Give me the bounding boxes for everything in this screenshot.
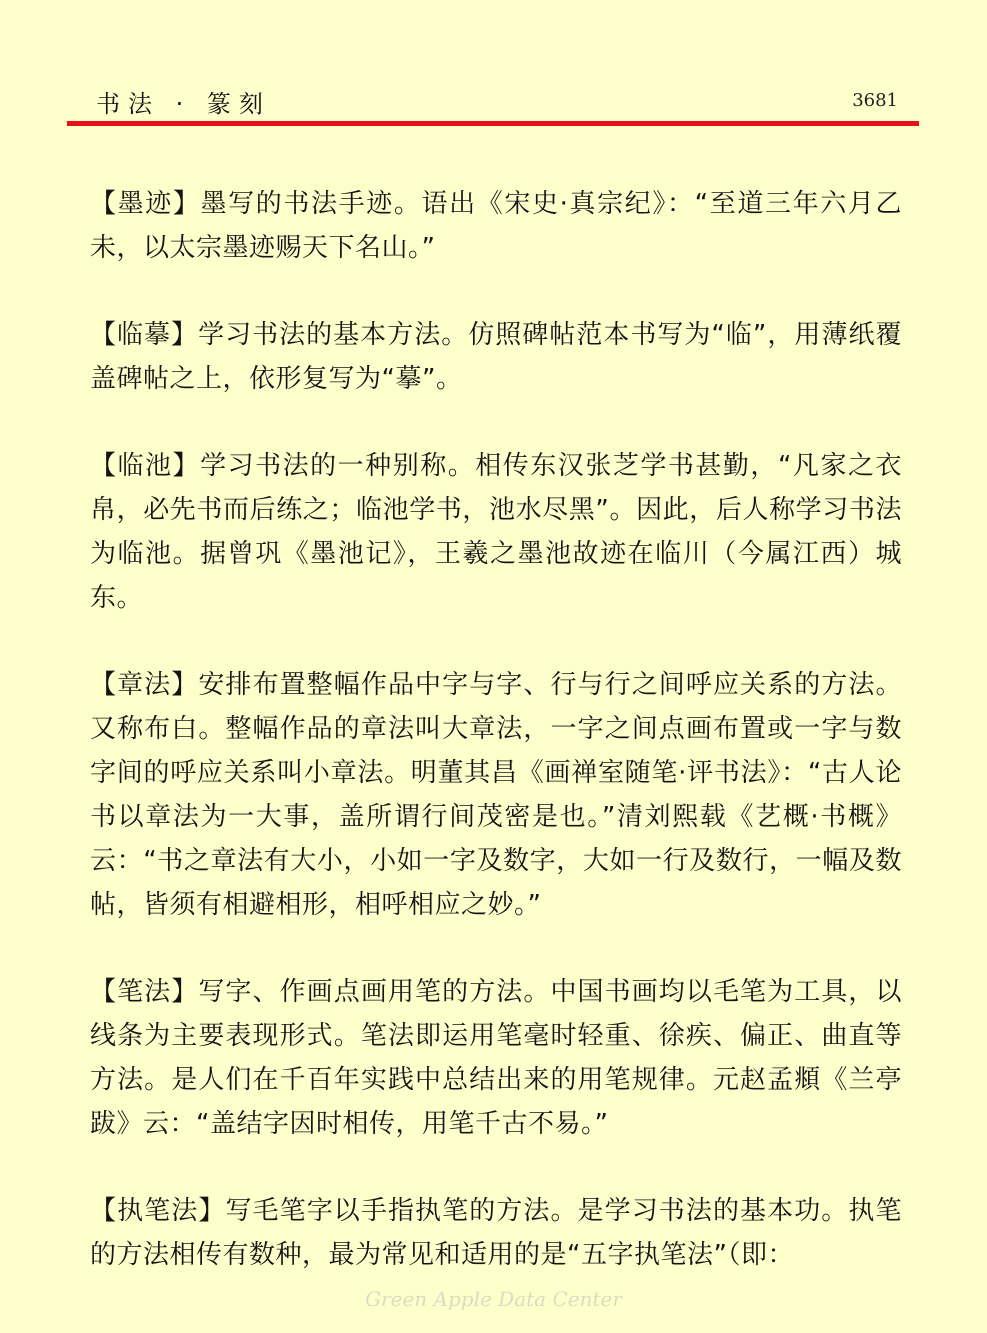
section-title: 书法 · 篆刻 — [96, 90, 271, 118]
entry-term: 【笔法】 — [90, 977, 199, 1007]
entry-zhibifa — [90, 1189, 902, 1277]
entry-moji — [90, 182, 902, 270]
entry-definition: 安排布置整幅作品中字与字、行与行之间呼应关系的方法。又称布白。整幅作品的章法叫大章法，一字之间点画布置或一字与数字间的呼应关系叫小章法。明董其昌《画禅室随笔·评书法》：“古人论书以章法为一大事，盖所谓行间茂密是也。”清刘熙载《艺概·书概》云：“书之章法有大小，小如一字及数字，大如一行及数行，一幅及数帖，皆须有相避相形，相呼相应之妙。” — [90, 670, 902, 920]
entry-definition: 写毛笔字以手指执笔的方法。是学习书法的基本功。执笔的方法相传有数种，最为常见和适用的是“五字执笔法”（即： — [90, 1196, 902, 1270]
entry-term: 【临摹】 — [90, 320, 199, 350]
entry-term: 【墨迹】 — [90, 189, 201, 219]
entry-definition: 墨写的书法手迹。语出《宋史·真宗纪》：“至道三年六月乙未，以太宗墨迹赐天下名山。” — [90, 189, 902, 263]
header-divider — [67, 121, 919, 126]
dictionary-entries — [90, 182, 902, 1320]
entry-bifa — [90, 970, 902, 1146]
entry-definition: 学习书法的基本方法。仿照碑帖范本书写为“临”，用薄纸覆盖碑帖之上，依形复写为“摹”。 — [90, 320, 902, 394]
page-header — [68, 80, 918, 120]
watermark: Green Apple Data Center — [365, 1287, 622, 1311]
entry-definition: 学习书法的一种别称。相传东汉张芝学书甚勤，“凡家之衣帛，必先书而后练之；临池学书，池水尽黑”。因此，后人称学习书法为临池。据曾巩《墨池记》，王羲之墨池故迹在临川（今属江西）城东。 — [90, 451, 902, 613]
entry-term: 【执笔法】 — [90, 1196, 226, 1226]
entry-linchi — [90, 444, 902, 620]
entry-definition: 写字、作画点画用笔的方法。中国书画均以毛笔为工具，以线条为主要表现形式。笔法即运用笔毫时轻重、徐疾、偏正、曲直等方法。是人们在千百年实践中总结出来的用笔规律。元赵孟頫《兰亭跋》云：“盖结字因时相传，用笔千古不易。” — [90, 977, 902, 1139]
entry-zhangfa — [90, 663, 902, 927]
entry-linmo — [90, 313, 902, 401]
page-number: 3681 — [852, 90, 898, 111]
entry-term: 【章法】 — [90, 670, 199, 700]
entry-term: 【临池】 — [90, 451, 201, 481]
